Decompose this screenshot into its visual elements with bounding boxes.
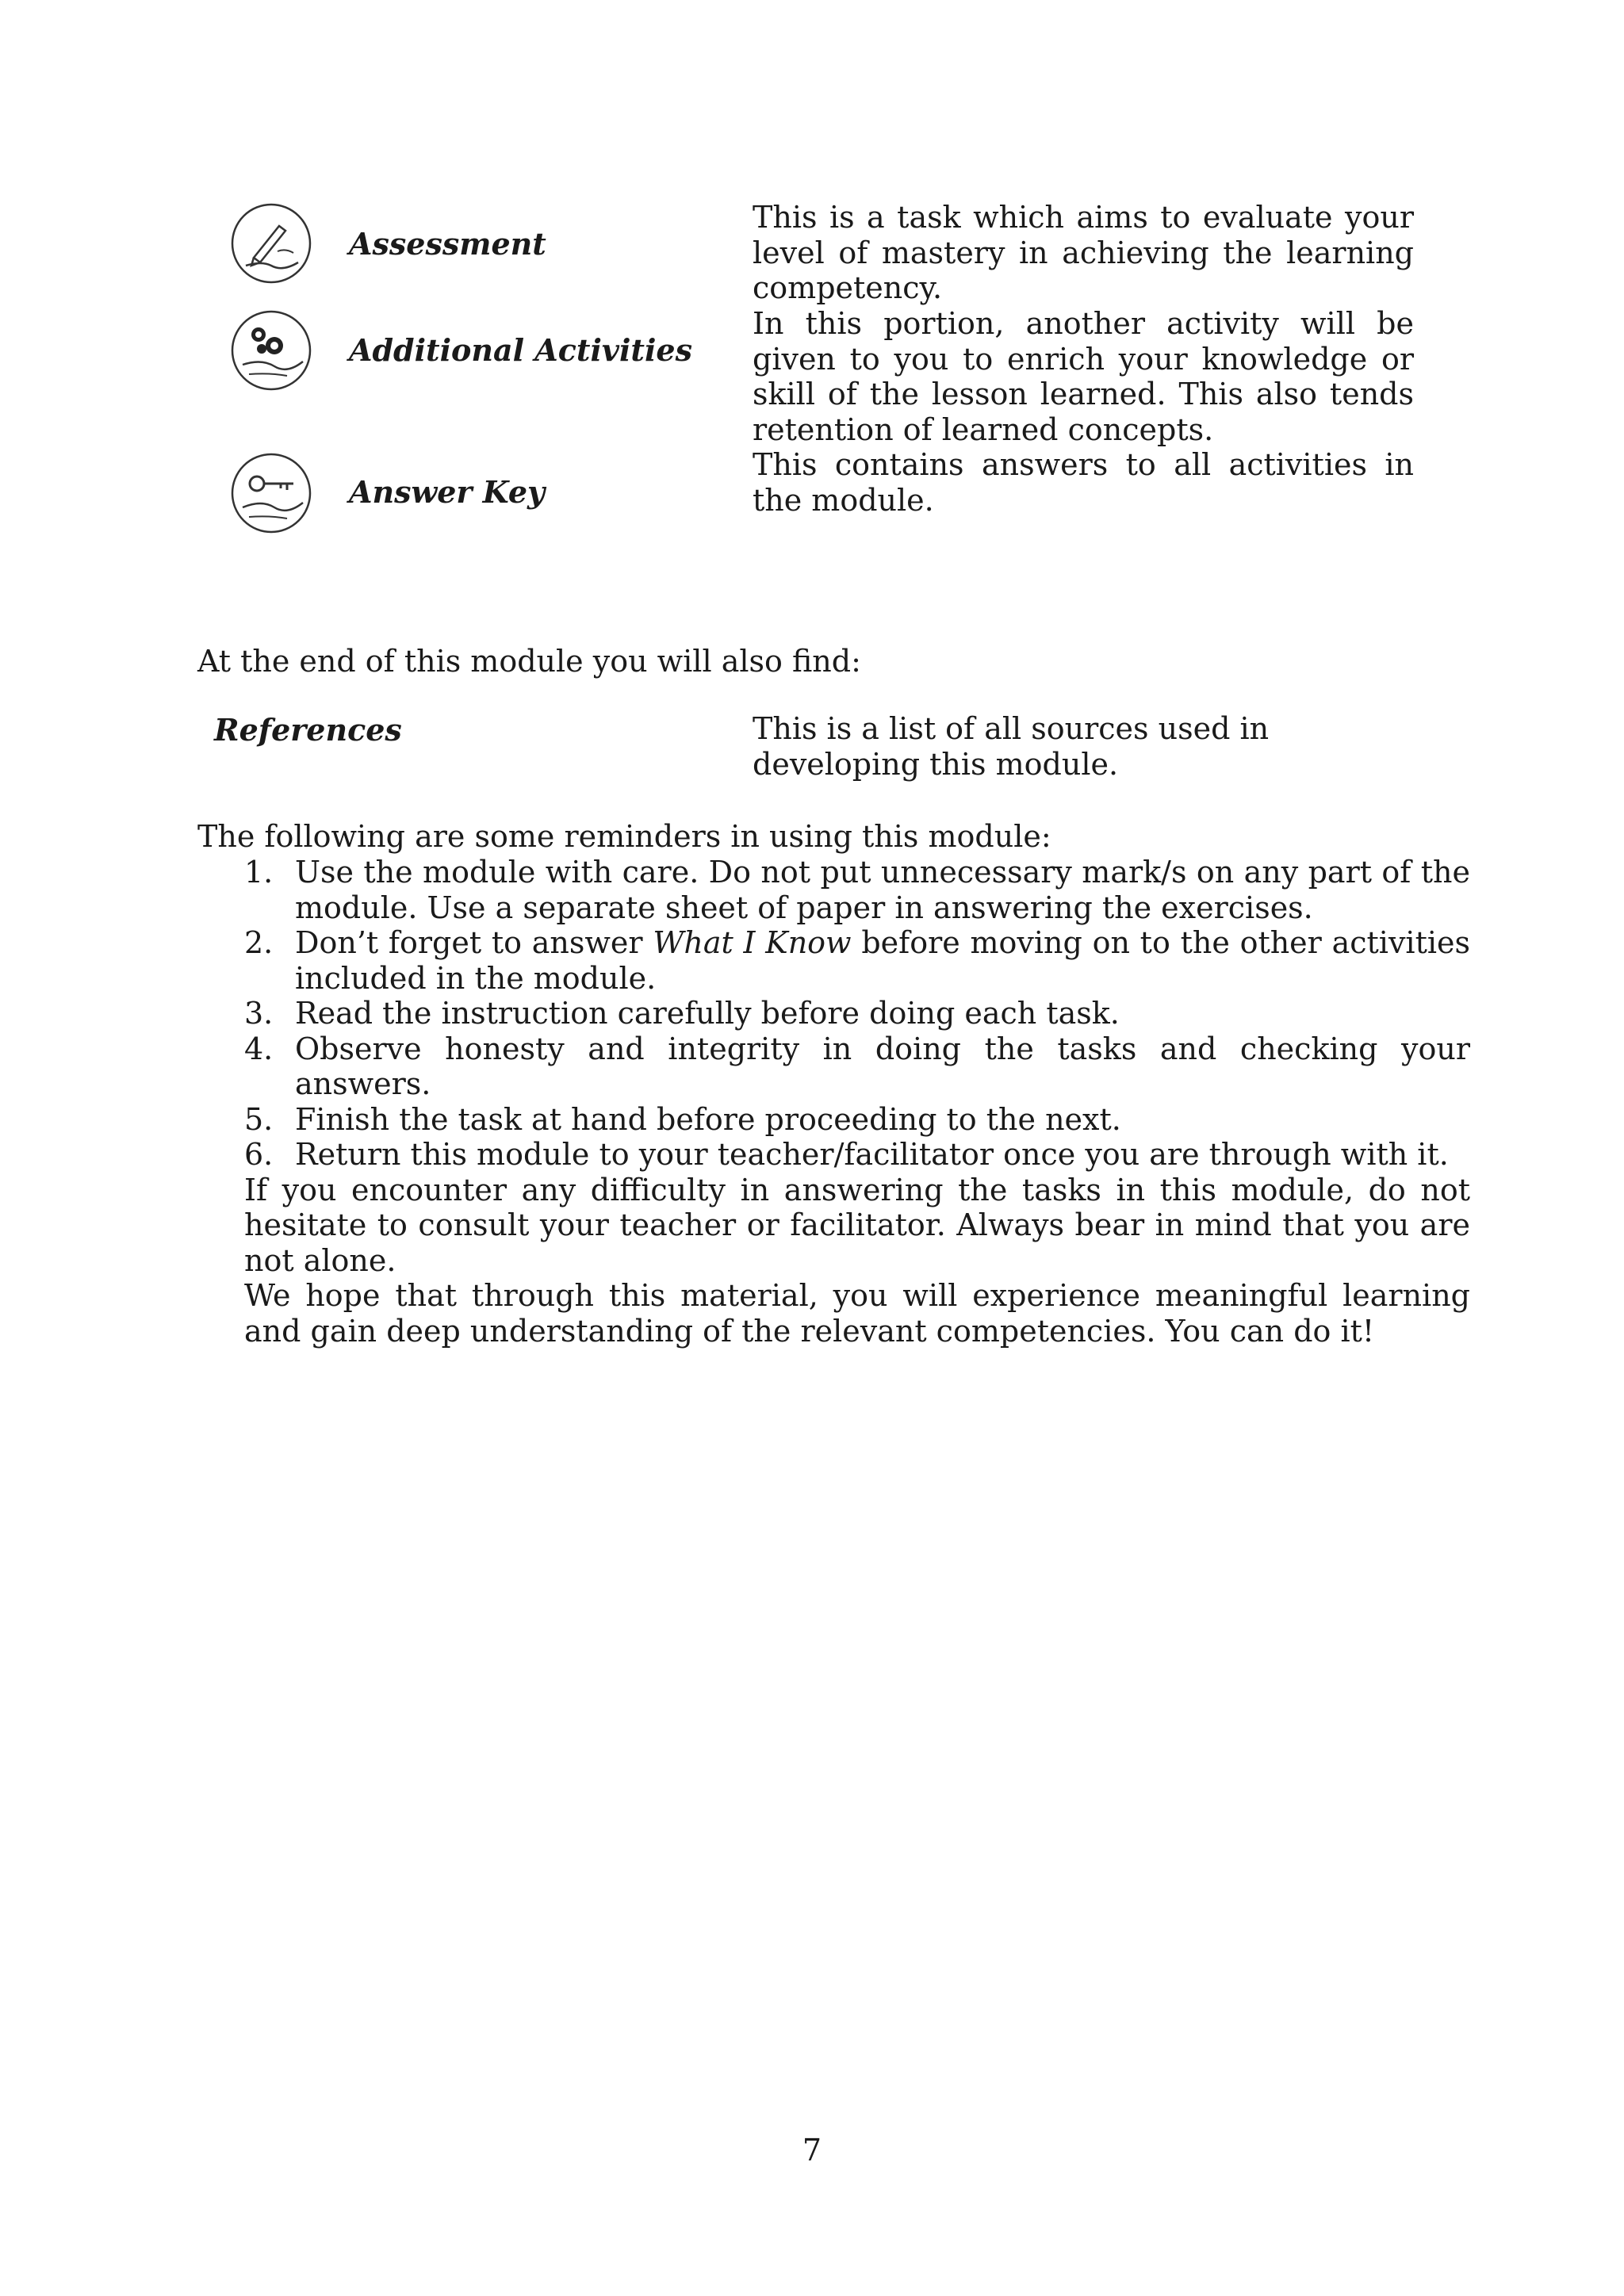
list-item-text: before moving on to the other activities included in the module. — [295, 925, 1470, 996]
reminders-list — [244, 855, 1470, 1173]
assessment-title: Assessment — [349, 226, 546, 262]
answer-key-title: Answer Key — [349, 474, 546, 510]
answer-key-description-text: This contains answers to all activities in the module. — [753, 447, 1414, 518]
list-item-number: 4. — [244, 1031, 274, 1066]
end-intro-text: At the end of this module you will also find: — [197, 644, 861, 679]
list-item — [244, 855, 1470, 925]
list-item-text: Finish the task at hand before proceeding to the next. — [295, 1101, 1121, 1137]
page-number: 7 — [802, 2133, 822, 2168]
list-item-number: 2. — [244, 925, 274, 960]
list-item-number: 3. — [244, 996, 274, 1031]
answer-key-description — [753, 447, 1414, 518]
closing-paragraph-1: If you encounter any difficulty in answering the tasks in this module, do not hesitate to consult your teacher or facilitator. Always bear in mind that you are not alone. — [244, 1172, 1470, 1278]
list-item-number: 5. — [244, 1101, 274, 1137]
list-item-number: 1. — [244, 855, 274, 890]
list-item — [244, 925, 1470, 996]
list-item-text: Don’t forget to answer — [295, 925, 653, 960]
additional-activities-description-text: In this portion, another activity will be given to you to enrich your knowledge or skill of the lesson learned. This also tends retention of learned concepts. — [753, 306, 1414, 447]
reminders-block — [244, 855, 1470, 1349]
list-item-number: 6. — [244, 1137, 274, 1172]
gears-hand-icon — [230, 309, 312, 392]
references-title: References — [214, 712, 402, 748]
assessment-description-text: This is a task which aims to evaluate your level of mastery in achieving the learning competency. — [753, 200, 1414, 305]
list-item-text: Observe honesty and integrity in doing the tasks and checking your answers. — [295, 1031, 1470, 1101]
key-hand-icon — [230, 452, 312, 534]
list-item-emphasis: What I Know — [653, 925, 852, 960]
list-item-text: Return this module to your teacher/facilitator once you are through with it. — [295, 1137, 1449, 1172]
additional-activities-description — [753, 306, 1414, 447]
list-item — [244, 1031, 1470, 1102]
pen-hand-icon — [230, 202, 312, 285]
list-item — [244, 1102, 1470, 1138]
list-item — [244, 996, 1470, 1031]
list-item-text: Read the instruction carefully before doing each task. — [295, 996, 1120, 1031]
reminders-intro: The following are some reminders in using this module: — [197, 819, 1051, 854]
references-description: This is a list of all sources used in developing this module. — [753, 711, 1270, 782]
closing-paragraph-2: We hope that through this material, you will experience meaningful learning and gain deep understanding of the relevant competencies. You can do it! — [244, 1278, 1470, 1349]
list-item-text: Use the module with care. Do not put unnecessary mark/s on any part of the module. Use a separate sheet of paper in answering the exercises. — [295, 855, 1470, 925]
assessment-description — [753, 200, 1414, 306]
additional-activities-title: Additional Activities — [349, 332, 692, 368]
list-item — [244, 1137, 1470, 1173]
